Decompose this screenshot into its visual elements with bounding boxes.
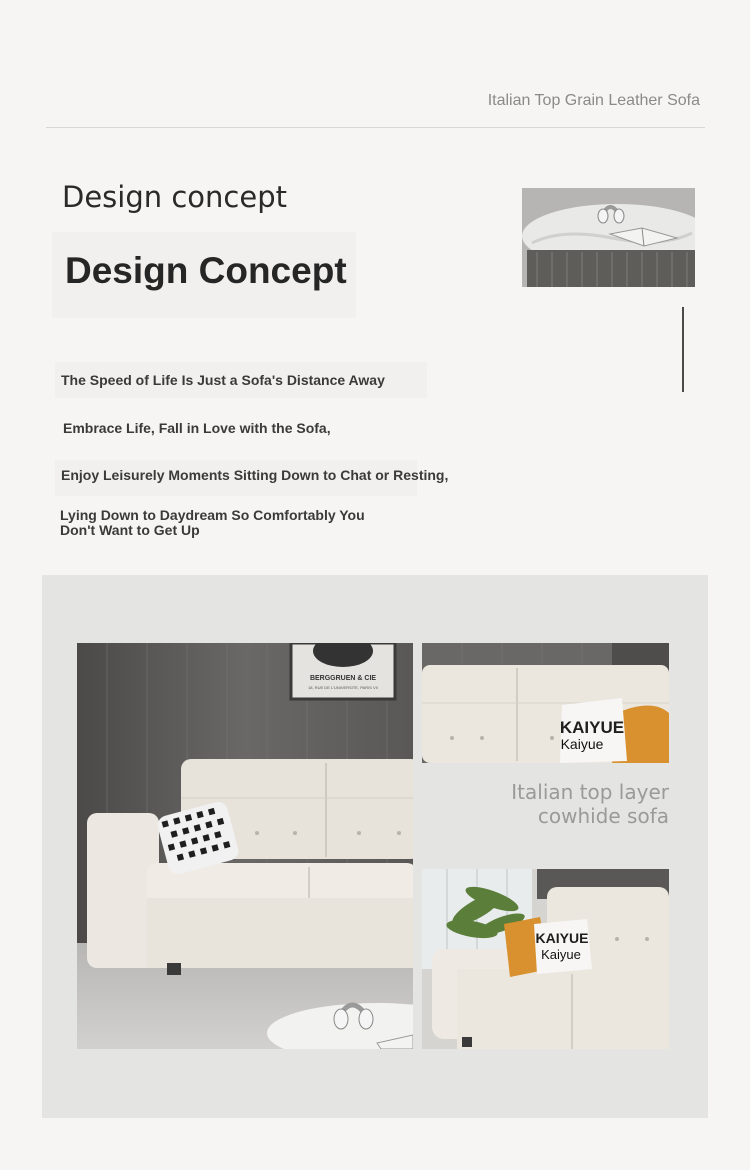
tagline-3: Enjoy Leisurely Moments Sitting Down to Chat or Resting, — [61, 467, 449, 483]
design-concept-heading: Design Concept — [65, 250, 347, 291]
caption-line-1: Italian top layer — [511, 780, 669, 804]
tagline-4: Lying Down to Daydream So Comfortably You — [60, 507, 365, 523]
design-concept-subtitle: Design concept — [62, 180, 287, 214]
vertical-accent-line — [682, 307, 684, 392]
gallery-caption — [511, 780, 669, 828]
pillow-brand-1: Kaiyue — [560, 736, 604, 752]
side-table-thumbnail — [522, 188, 695, 287]
page-header-title: Italian Top Grain Leather Sofa — [487, 92, 700, 109]
pillow-logo-1: KAIYUE — [559, 718, 625, 737]
sofa-closeup-photo-top — [422, 643, 669, 763]
header-divider — [46, 127, 705, 128]
sofa-corner-photo-bottom — [422, 869, 669, 1049]
tagline-5: Don't Want to Get Up — [60, 522, 200, 538]
poster-text-2: 18, RUE DE L'UNIVERSITE, PARIS VII — [308, 685, 378, 690]
pillow-logo-2: KAIYUE — [535, 930, 589, 946]
poster-text-1: BERGGRUEN & CIE — [309, 675, 377, 682]
caption-line-2: cowhide sofa — [537, 804, 669, 828]
main-sofa-photo — [77, 643, 413, 1049]
tagline-2: Embrace Life, Fall in Love with the Sofa, — [63, 420, 331, 436]
pillow-brand-2: Kaiyue — [541, 947, 581, 962]
tagline-1: The Speed of Life Is Just a Sofa's Distance Away — [61, 372, 385, 388]
